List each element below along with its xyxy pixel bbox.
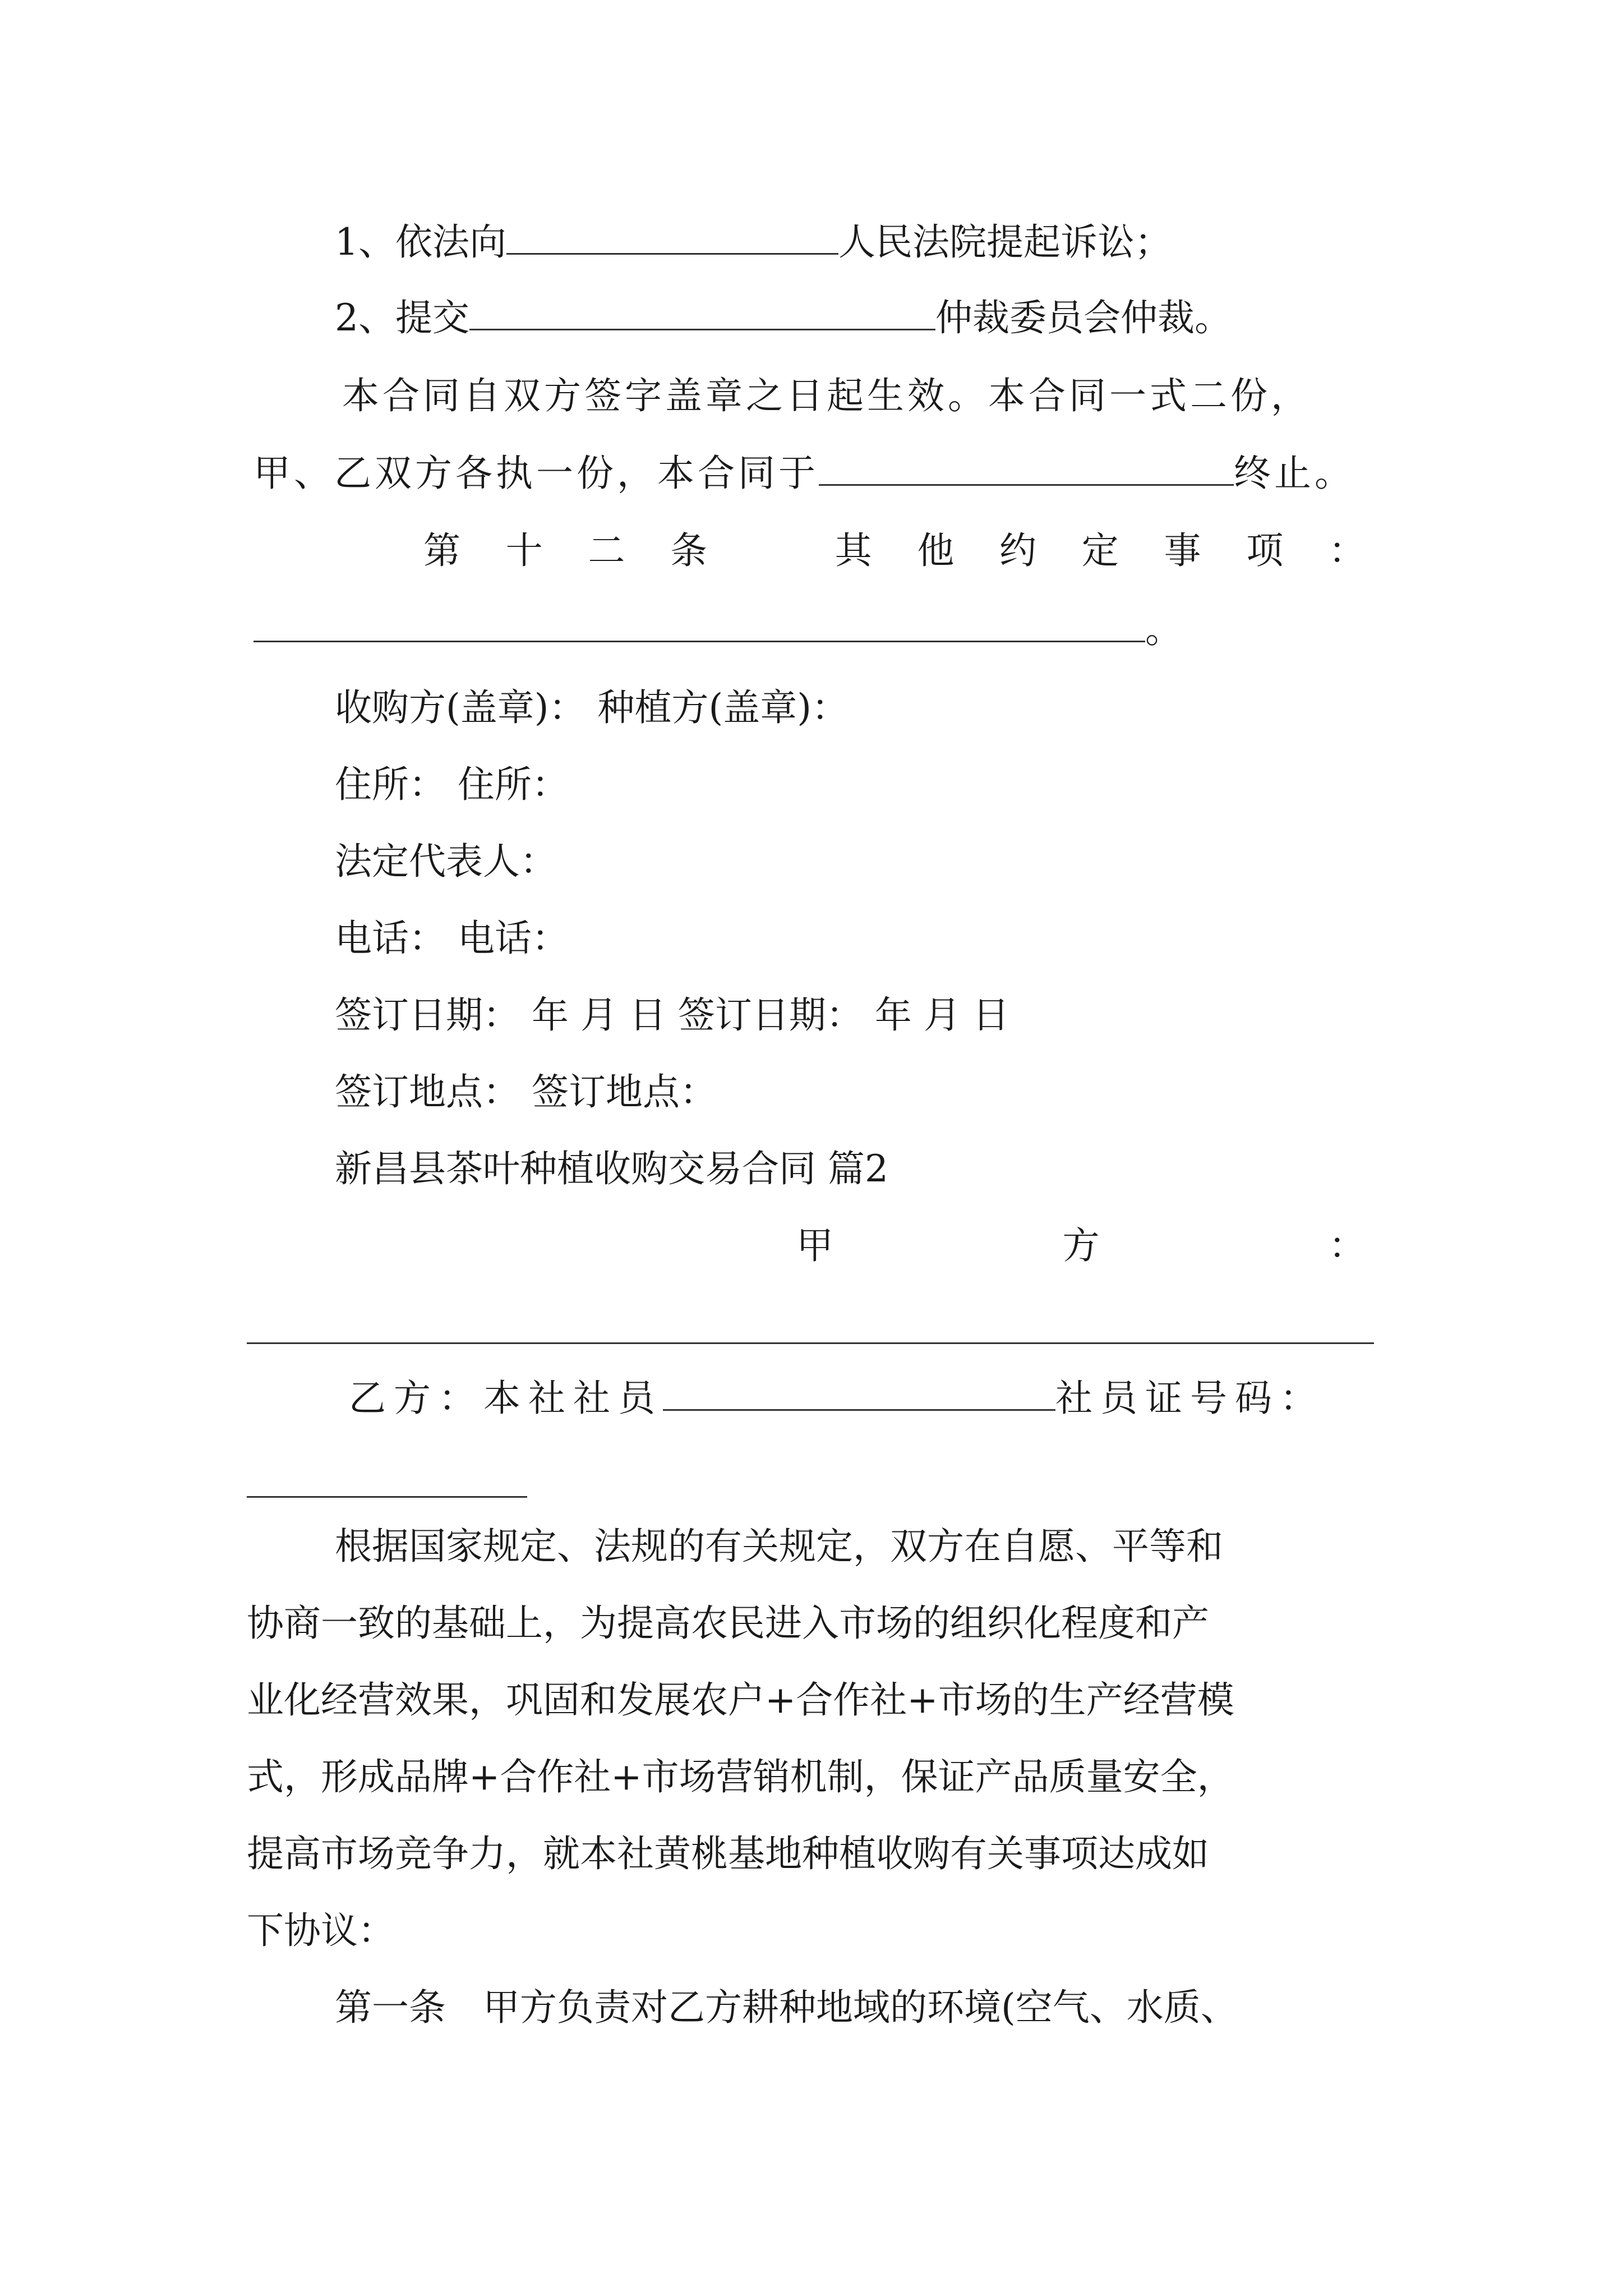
party-a-char: 甲 [796,1224,833,1267]
signature-line-place: 签订地点： 签订地点： [335,1070,717,1114]
effect-line-2-suffix: 终止。 [1234,452,1355,495]
member-id-blank[interactable] [247,1496,527,1498]
article-12-char: 他 [917,529,955,572]
other-terms-blank[interactable] [253,608,1145,642]
article-12-char: ： [1328,529,1366,572]
article-12-char: 十 [505,529,543,572]
party-a-char: 方 [1062,1224,1100,1267]
article-12-char: 第 [423,529,460,572]
party-a-heading [796,1221,1366,1271]
preamble-line: 提高市场竞争力，就本社黄桃基地种植收购有关事项达成如 [247,1832,1209,1875]
preamble-line: 业化经营效果，巩固和发展农户+合作社+市场的生产经营模 [247,1678,1234,1722]
article-12-end-mark: 。 [1145,608,1182,651]
contract-2-title: 新昌县茶叶种植收购交易合同 篇2 [335,1147,888,1190]
party-a-blank[interactable] [247,1342,1374,1344]
member-name-blank[interactable] [663,1377,1055,1411]
party-b-prefix: 乙方：本社社员 [349,1377,663,1420]
party-a-char: ： [1329,1224,1366,1267]
article-12-char: 条 [670,529,708,572]
effect-line-2-prefix: 甲、乙双方各执一份，本合同于 [253,452,819,495]
signature-line-date: 签订日期： 年 月 日 签订日期： 年 月 日 [335,993,1009,1037]
preamble-line: 式，形成品牌+合作社+市场营销机制，保证产品质量安全， [247,1755,1234,1798]
effect-line-1: 本合同自双方签字盖章之日起生效。本合同一式二份， [342,374,1311,417]
litigation-item-2-prefix: 2、提交 [335,296,469,339]
article-12-char: 项 [1246,529,1284,572]
effect-line-2 [253,448,1355,499]
party-b-line [349,1373,1325,1424]
litigation-item-1-suffix: 人民法院提起诉讼； [838,220,1172,264]
article-12-char: 其 [834,529,872,572]
signature-line-phone: 电话： 电话： [335,917,569,960]
article-12-content [253,605,1182,655]
article-1-line: 第一条 甲方负责对乙方耕种地域的环境(空气、水质、 [335,1986,1238,2029]
article-12-gap [753,526,790,576]
court-name-blank[interactable] [506,220,838,255]
litigation-item-1-prefix: 1、依法向 [335,220,506,264]
signature-line-legal-rep: 法定代表人： [335,840,557,883]
arbitration-name-blank[interactable] [469,296,935,330]
preamble-line: 下协议： [247,1909,395,1952]
article-12-char: 约 [999,529,1037,572]
article-12-char: 定 [1081,529,1119,572]
article-12-char: 事 [1164,529,1201,572]
termination-date-blank[interactable] [819,452,1234,486]
litigation-item-2 [335,293,1232,343]
signature-line-parties: 收购方(盖章)： 种植方(盖章)： [335,686,849,729]
article-12-char: 二 [588,529,625,572]
preamble-line: 协商一致的基础上，为提高农民进入市场的组织化程度和产 [247,1602,1209,1645]
litigation-item-1 [335,217,1172,268]
signature-line-address: 住所： 住所： [335,763,569,806]
party-b-suffix: 社员证号码： [1055,1377,1325,1420]
article-12-heading [423,526,1366,576]
litigation-item-2-suffix: 仲裁委员会仲裁。 [935,296,1232,339]
preamble-line: 根据国家规定、法规的有关规定，双方在自愿、平等和 [335,1525,1223,1568]
